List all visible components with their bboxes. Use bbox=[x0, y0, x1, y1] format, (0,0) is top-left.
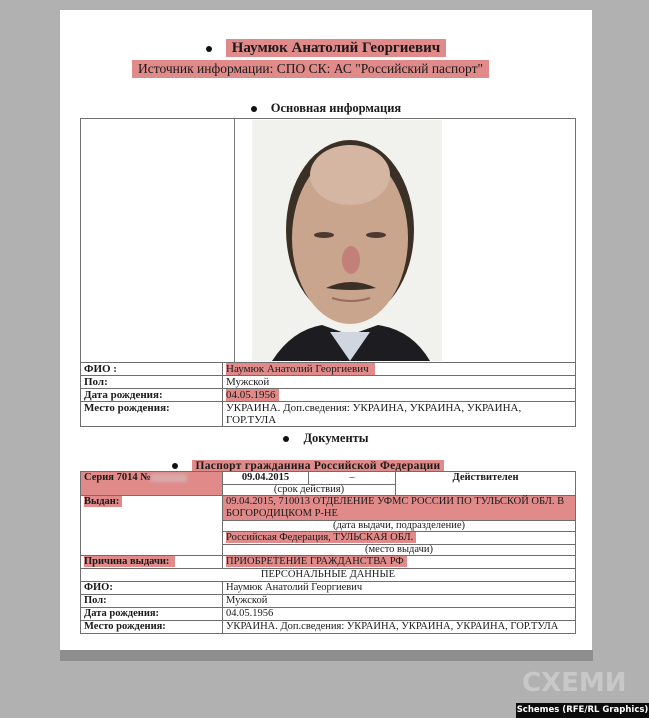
bullet-icon bbox=[172, 463, 178, 469]
reason-label: Причина выдачи: bbox=[84, 556, 175, 567]
document-page bbox=[60, 10, 592, 650]
personal-data-header: ПЕРСОНАЛЬНЫЕ ДАННЫЕ bbox=[81, 569, 576, 582]
issue-date: 09.04.2015 bbox=[223, 472, 309, 485]
table-row bbox=[81, 376, 576, 389]
passport-table bbox=[80, 471, 576, 634]
series-cell bbox=[81, 472, 223, 496]
section-main-info bbox=[60, 101, 592, 116]
row-label: ФИО : bbox=[81, 363, 223, 376]
validity-caption: (срок действия) bbox=[223, 485, 396, 496]
table-row bbox=[81, 608, 576, 621]
expiry-date: – bbox=[309, 472, 396, 485]
status-value: Действителен bbox=[396, 472, 576, 496]
person-name-heading: Наумюк Анатолий Георгиевич bbox=[226, 39, 447, 57]
bullet-icon bbox=[206, 46, 212, 52]
table-row bbox=[81, 402, 576, 427]
table-row bbox=[81, 389, 576, 402]
source-info: Источник информации: СПО СК: АС "Российский паспорт" bbox=[132, 60, 489, 78]
issued-caption: (дата выдачи, подразделение) bbox=[223, 521, 576, 532]
bullet-icon bbox=[283, 436, 289, 442]
table-row bbox=[81, 595, 576, 608]
scan-line bbox=[234, 119, 235, 362]
page-shadow bbox=[60, 650, 593, 661]
image-credit: Schemes (RFE/RL Graphics) bbox=[516, 703, 649, 718]
section-heading: Документы bbox=[303, 431, 369, 445]
table-row bbox=[81, 582, 576, 595]
gender-value: Мужской bbox=[223, 376, 576, 389]
fio-value: Наумюк Анатолий Георгиевич bbox=[226, 363, 375, 375]
issued-value: 09.04.2015, 710013 ОТДЕЛЕНИЕ УФМС РОССИИ ПО ТУЛЬСКОЙ ОБЛ. В БОГОРОДИЦКОМ Р-НЕ bbox=[223, 496, 576, 521]
series-label: Серия 7014 № bbox=[84, 472, 151, 483]
bullet-icon bbox=[251, 106, 257, 112]
reason-value: ПРИОБРЕТЕНИЕ ГРАЖДАНСТВА РФ bbox=[226, 556, 407, 567]
section-heading: Основная информация bbox=[270, 101, 402, 115]
row-label: Дата рождения: bbox=[81, 608, 223, 621]
row-value: УКРАИНА. Доп.сведения: УКРАИНА, УКРАИНА, УКРАИНА, ГОР.ТУЛА bbox=[223, 621, 576, 634]
photo-cell bbox=[81, 119, 576, 363]
row-value bbox=[223, 363, 576, 376]
redacted-number bbox=[151, 474, 187, 482]
row-label: Место рождения: bbox=[81, 621, 223, 634]
place-value: Российская Федерация, ТУЛЬСКАЯ ОБЛ. bbox=[226, 532, 416, 543]
reason-label-cell bbox=[81, 556, 223, 569]
schemes-logo: СХЕМИ bbox=[522, 668, 627, 698]
table-row bbox=[81, 621, 576, 634]
row-value: 04.05.1956 bbox=[223, 608, 576, 621]
person-title bbox=[60, 40, 592, 57]
row-label: Дата рождения: bbox=[81, 389, 223, 402]
place-cell bbox=[223, 532, 576, 545]
row-label: Пол: bbox=[81, 595, 223, 608]
row-value: Мужской bbox=[223, 595, 576, 608]
issued-label: Выдан: bbox=[84, 496, 122, 507]
section-documents bbox=[60, 431, 592, 446]
birthdate-value: 04.05.1956 bbox=[226, 389, 279, 401]
passport-photo bbox=[252, 120, 442, 361]
row-label: Место рождения: bbox=[81, 402, 223, 427]
passport-title-text: Паспорт гражданина Российской Федерации bbox=[192, 460, 445, 472]
row-value bbox=[223, 389, 576, 402]
place-caption: (место выдачи) bbox=[223, 545, 576, 556]
issued-label-cell bbox=[81, 496, 223, 556]
reason-cell bbox=[223, 556, 576, 569]
row-value: Наумюк Анатолий Георгиевич bbox=[223, 582, 576, 595]
birthplace-value: УКРАИНА. Доп.сведения: УКРАИНА, УКРАИНА, УКРАИНА, ГОР.ТУЛА bbox=[223, 402, 576, 427]
row-label: Пол: bbox=[81, 376, 223, 389]
main-info-table bbox=[80, 118, 576, 427]
table-row bbox=[81, 363, 576, 376]
row-label: ФИО: bbox=[81, 582, 223, 595]
